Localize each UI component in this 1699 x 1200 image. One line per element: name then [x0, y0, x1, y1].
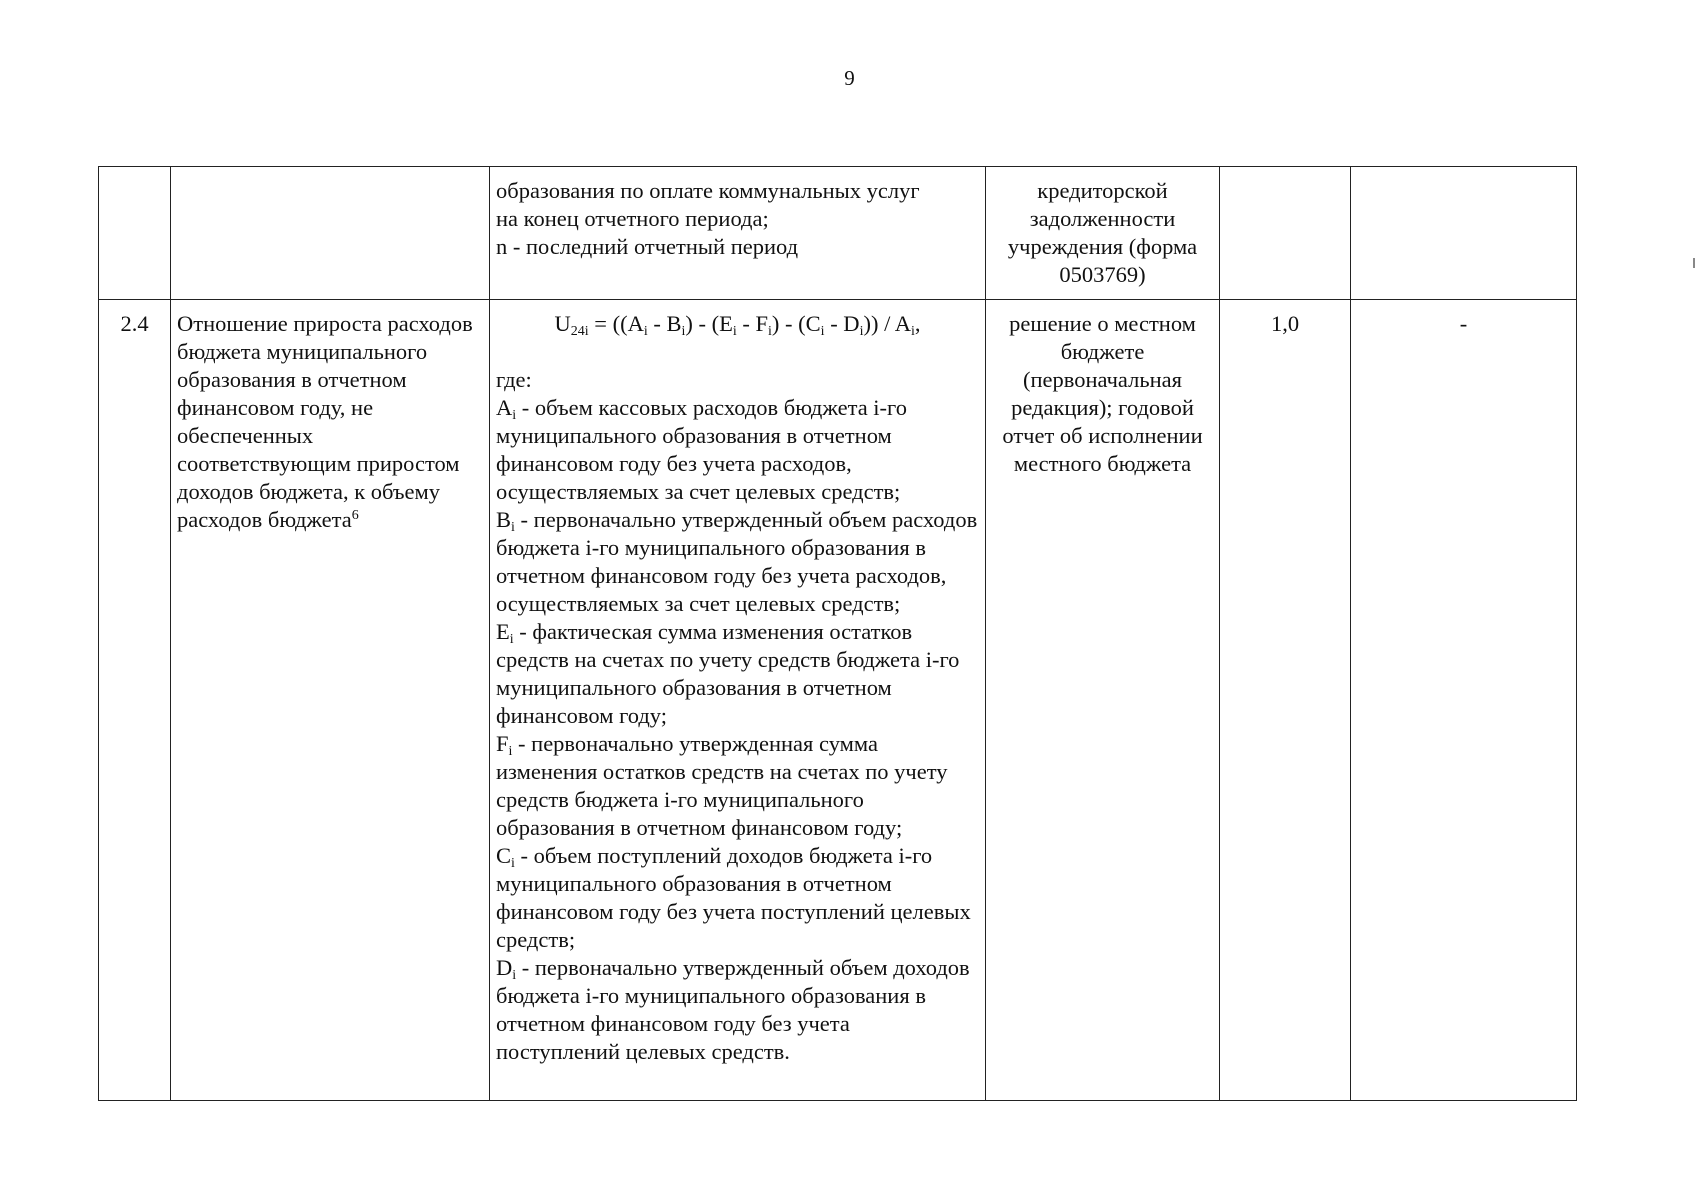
formula-line: образования по оплате коммунальных услуг	[496, 178, 920, 203]
cell-num: 2.4	[99, 300, 171, 1101]
cell-note: -	[1351, 300, 1577, 1101]
cell-name	[171, 167, 490, 300]
scan-mark	[1693, 258, 1695, 268]
footnote-ref: 6	[351, 508, 359, 523]
formula-line: на конец отчетного периода;	[496, 206, 769, 231]
definition: $C_i$ - объем поступлений доходов бюджета i-го муниципального образования в отчетном финансовом году без учета поступлений целевых средств;	[496, 843, 971, 952]
page-number: 9	[844, 66, 855, 90]
cell-note	[1351, 167, 1577, 300]
indicator-table	[98, 166, 1577, 1101]
definition: $F_i$ - первоначально утвержденная сумма изменения остатков средств на счетах по учету средств бюджета i-го муниципального образования в отчетном финансовом году;	[496, 731, 948, 840]
cell-num	[99, 167, 171, 300]
definition: $B_i$ - первоначально утвержденный объем расходов бюджета i-го муниципального образования в отчетном финансовом году без учета расходов, осуществляемых за счет целевых средств;	[496, 507, 978, 616]
cell-formula	[490, 300, 986, 1101]
cell-source: решение о местном бюджете (первоначальная редакция); годовой отчет об исполнении местного бюджета	[986, 300, 1220, 1101]
indicator-name: Отношение прироста расходов бюджета муниципального образования в отчетном финансовом году, не обеспеченных соответствующим приростом доходов бюджета, к объему расходов бюджета	[177, 311, 473, 532]
definition: $E_i$ - фактическая сумма изменения остатков средств на счетах по учету средств бюджета i-го муниципального образования в отчетном финансовом году;	[496, 619, 960, 728]
cell-formula	[490, 167, 986, 300]
table-row	[99, 167, 1577, 300]
formula-line: n - последний отчетный период	[496, 234, 799, 259]
definition: $A_i$ - объем кассовых расходов бюджета i-го муниципального образования в отчетном финансовом году без учета расходов, осуществляемых за счет целевых средств;	[496, 395, 907, 504]
definition: $D_i$ - первоначально утвержденный объем доходов бюджета i-го муниципального образования в отчетном финансовом году без учета поступлений целевых средств.	[496, 955, 970, 1064]
cell-source: кредиторской задолженности учреждения (форма 0503769)	[986, 167, 1220, 300]
cell-weight: 1,0	[1220, 300, 1351, 1101]
cell-weight	[1220, 167, 1351, 300]
formula: $U_{24i} = ((A_i - B_i) - (E_i - F_i) - (C_i - D_i)) / A_i$,	[554, 311, 921, 339]
table-row	[99, 300, 1577, 1101]
cell-name	[171, 300, 490, 1101]
where-label: где:	[496, 367, 532, 392]
